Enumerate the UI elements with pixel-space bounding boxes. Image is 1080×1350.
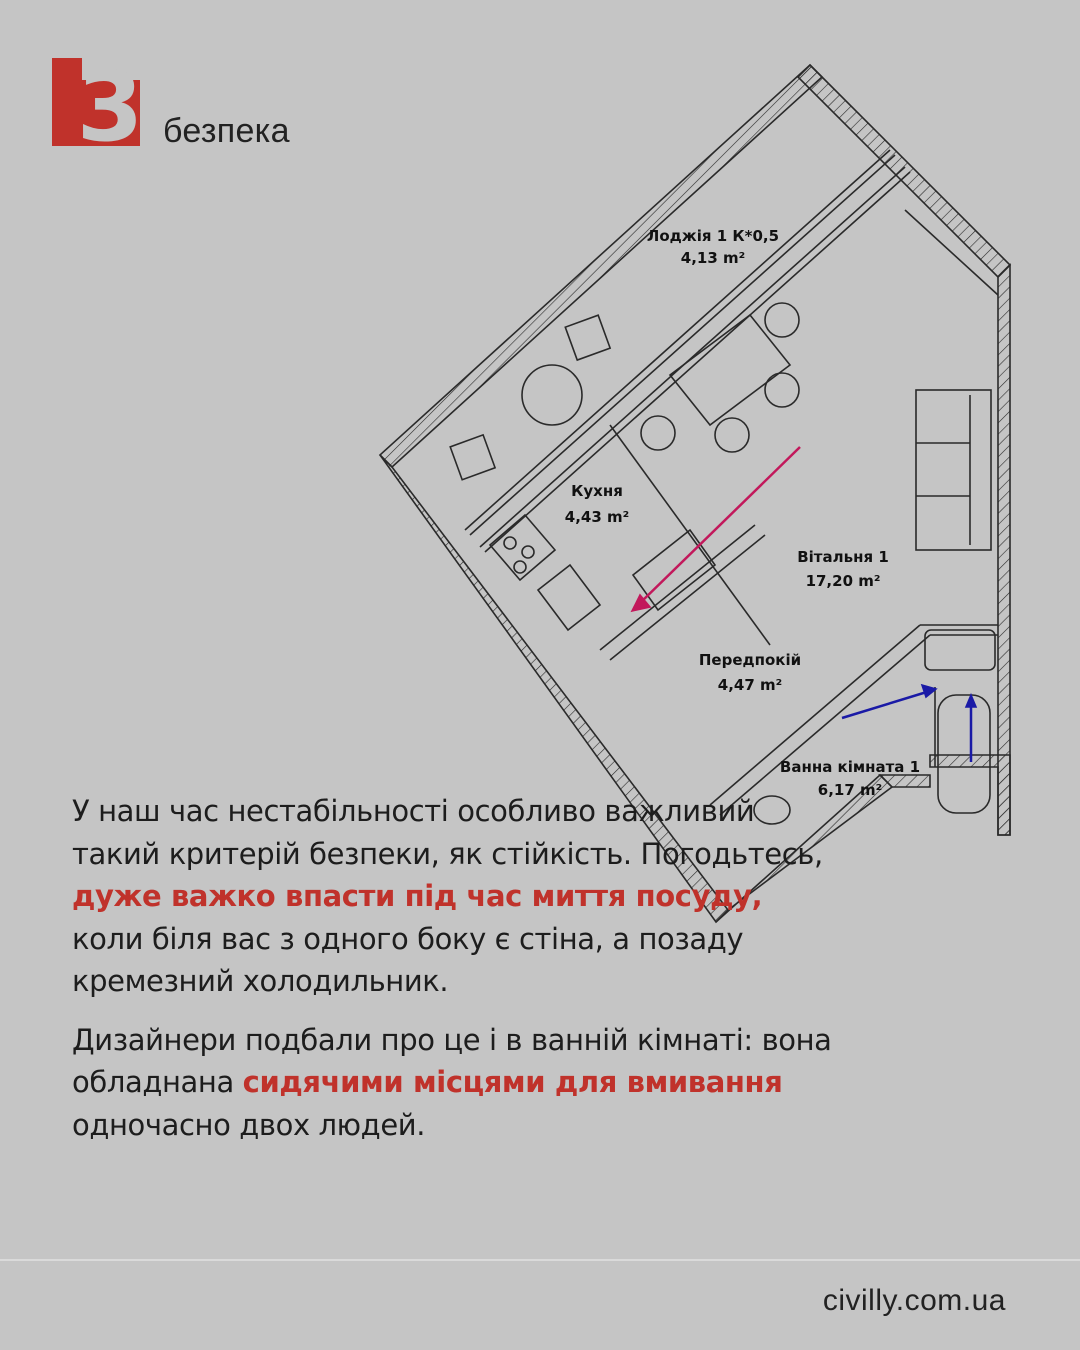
- bathroom-arrows: [842, 685, 976, 762]
- room-name-bathroom: Ванна кімната 1: [779, 758, 921, 776]
- highlight-dishwashing: дуже важко впасти під час миття посуду,: [72, 879, 763, 913]
- loggia-wall: [465, 150, 910, 552]
- room-area-loggia: 4,13 m²: [680, 249, 746, 267]
- number-3-logo-icon: [52, 58, 142, 146]
- paragraph-bathroom: Дизайнери подбали про це і в ванній кімнаті: вона обладнана сидячими місцями для вмивання одночасно двох людей.: [72, 1022, 832, 1142]
- room-area-bathroom: 6,17 m²: [817, 781, 883, 799]
- room-area-kitchen: 4,43 m²: [564, 508, 630, 526]
- footer-divider: [0, 1259, 1080, 1261]
- paragraph-stability: У наш час нестабільності особливо важливий такий критерій безпеки, як стійкість. Погодьтесь, дуже важко впасти під час миття посуду, коли біля вас з одного боку є стіна, а позаду кремезний холодильник.: [72, 794, 823, 998]
- website-link[interactable]: civilly.com.ua: [822, 1284, 1006, 1317]
- room-name-kitchen: Кухня: [571, 482, 623, 500]
- room-area-hallway: 4,47 m²: [717, 676, 783, 694]
- body-text: [72, 790, 832, 1146]
- room-name-living: Вітальня 1: [797, 548, 889, 566]
- dining-table: [641, 303, 799, 452]
- room-name-hallway: Передпокій: [698, 651, 802, 669]
- highlight-seating: сидячими місцями для вмивання: [242, 1065, 783, 1099]
- logo-number-3: [52, 58, 142, 146]
- room-area-living: 17,20 m²: [805, 572, 881, 590]
- room-name-loggia: Лоджія 1 К*0,5: [646, 227, 780, 245]
- kitchen-arrow: [632, 447, 800, 611]
- sofa: [916, 390, 991, 550]
- svg-text:3: 3: [76, 58, 142, 146]
- section-title: безпека: [163, 112, 290, 150]
- kitchen-units: [490, 515, 715, 630]
